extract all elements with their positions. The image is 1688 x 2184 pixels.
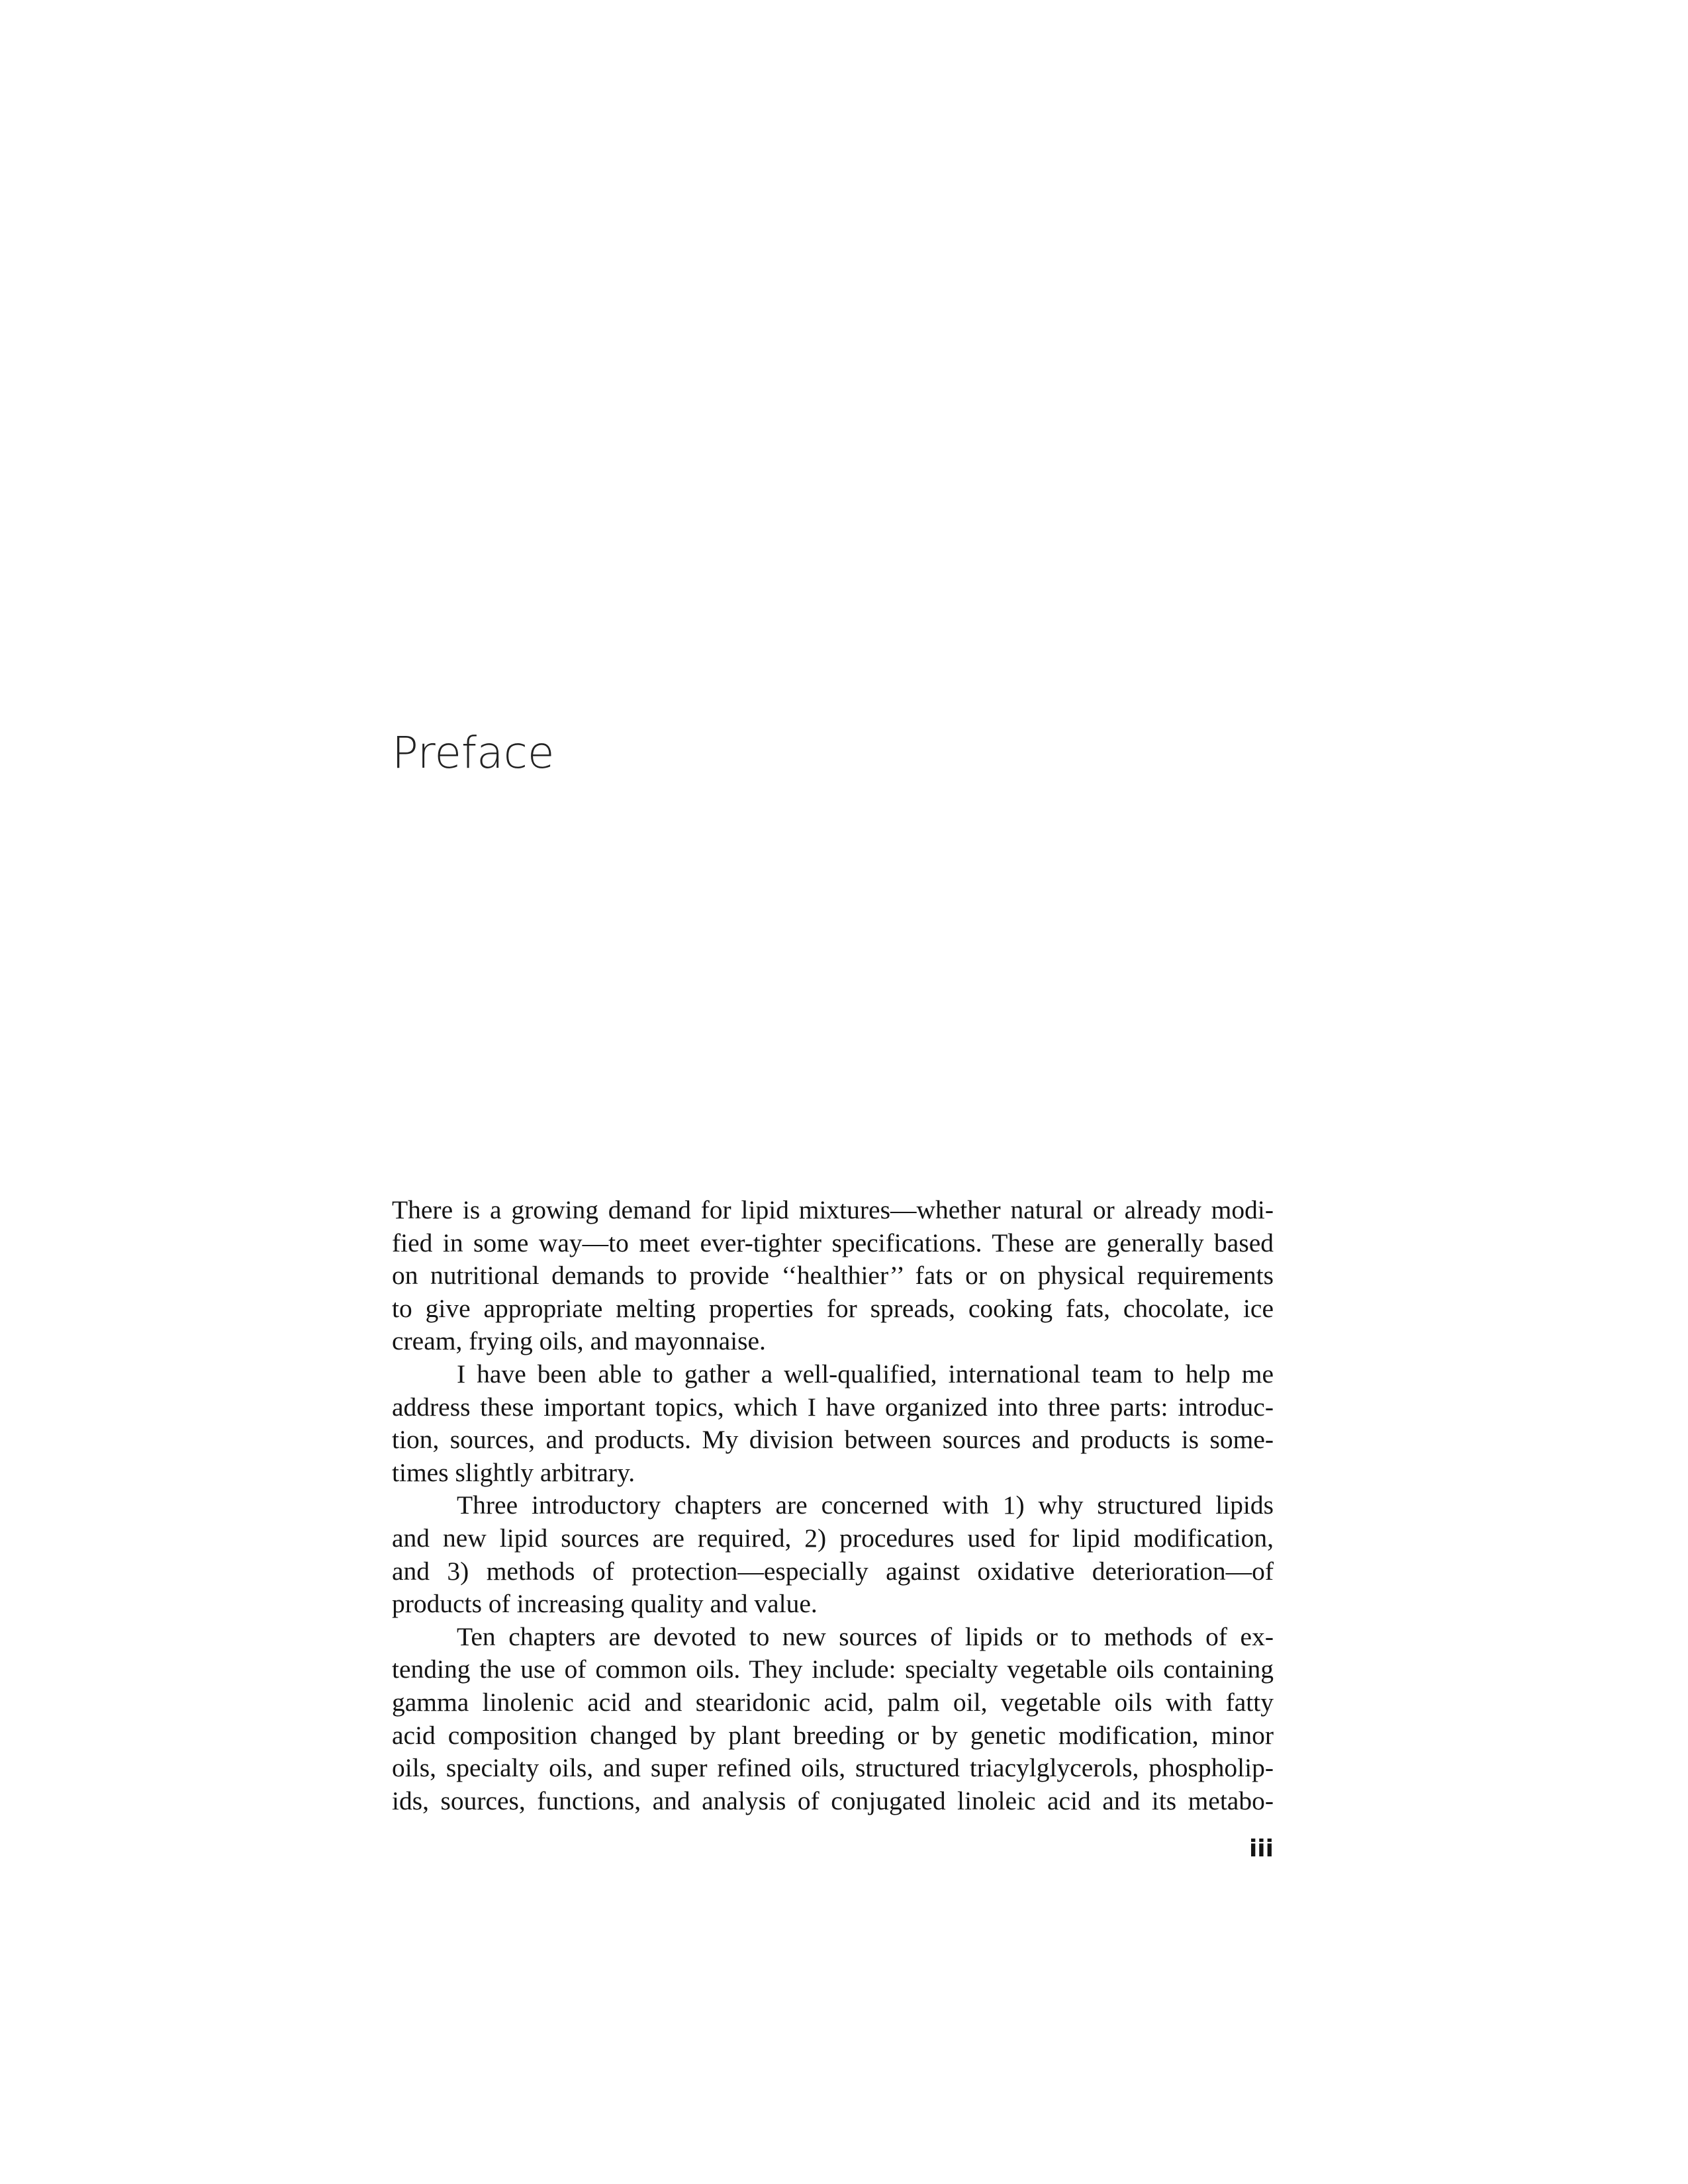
- paragraph-1-line-4: to give appropriate melting properties for spreads, cooking fats, chocolate, ice: [392, 1293, 1274, 1323]
- paragraph-2-line-4: times slightly arbitrary.: [392, 1457, 635, 1487]
- paragraph-4-line-2: tending the use of common oils. They include: specialty vegetable oils containing: [392, 1655, 1274, 1684]
- paragraph-2-line-1: I have been able to gather a well-qualified, international team to help me: [457, 1359, 1274, 1388]
- paragraph-2-line-2: address these important topics, which I have organized into three parts: introduc-: [392, 1392, 1274, 1422]
- paragraph-4-line-3: gamma linolenic acid and stearidonic acid, palm oil, vegetable oils with fatty: [392, 1687, 1274, 1717]
- paragraph-1-line-5: cream, frying oils, and mayonnaise.: [392, 1326, 766, 1356]
- paragraph-2-line-3: tion, sources, and products. My division between sources and products is some-: [392, 1425, 1274, 1455]
- preface-body: [392, 1194, 1274, 1817]
- paragraph-3-line-3: and 3) methods of protection—especially against oxidative deterioration—of: [392, 1556, 1274, 1586]
- paragraph-3-line-2: and new lipid sources are required, 2) procedures used for lipid modification,: [392, 1523, 1274, 1553]
- paragraph-4-line-4: acid composition changed by plant breeding or by genetic modification, minor: [392, 1720, 1274, 1750]
- paragraph-1-line-1: There is a growing demand for lipid mixtures—whether natural or already modi-: [392, 1195, 1274, 1224]
- paragraph-1-line-3: on nutritional demands to provide ‘‘healthier’’ fats or on physical requirements: [392, 1261, 1274, 1291]
- paragraph-3-line-1: Three introductory chapters are concerned with 1) why structured lipids: [457, 1490, 1274, 1520]
- paragraph-4-line-6: ids, sources, functions, and analysis of conjugated linoleic acid and its metabo-: [392, 1786, 1274, 1815]
- page-title: Preface: [392, 727, 555, 778]
- paragraph-4-line-5: oils, specialty oils, and super refined oils, structured triacylglycerols, phospholip-: [392, 1753, 1274, 1783]
- page-number: iii: [1248, 1835, 1274, 1862]
- paragraph-1-line-2: fied in some way—to meet ever-tighter specifications. These are generally based: [392, 1228, 1274, 1257]
- paragraph-4-line-1: Ten chapters are devoted to new sources of lipids or to methods of ex-: [457, 1621, 1274, 1651]
- paragraph-3-line-4: products of increasing quality and value.: [392, 1589, 818, 1619]
